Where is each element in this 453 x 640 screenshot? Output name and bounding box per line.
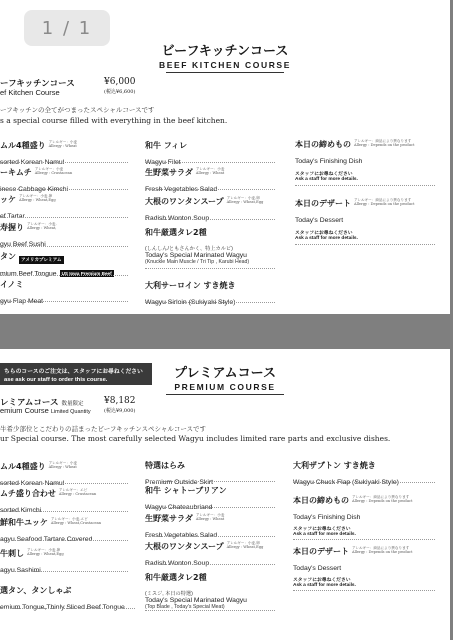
menu-item-jp: ムチ盛り合わせ: [0, 489, 56, 498]
staff-note-en: Ask a staff for more details.: [295, 236, 358, 241]
limited-qty-jp: 数量限定: [61, 401, 84, 407]
menu-item-en: agyu Seafood Tartare Covered: [0, 536, 93, 543]
course-name-jp: レミアムコース 数量限定: [0, 398, 84, 408]
menu-item-en: gyu Flap Meat: [0, 298, 44, 305]
allergy-note: アレルギー：商品により異なります Allergy : Depends on the product: [352, 546, 413, 554]
staff-note-jp: スタッフにお尋ねください: [293, 578, 351, 583]
menu-item: [295, 139, 415, 182]
dotted-divider: [0, 571, 128, 572]
menu-item-jp: 牛刺し: [0, 549, 24, 558]
menu-item-en: agyu Sashimi: [0, 567, 41, 574]
allergy-note: アレルギー：商品により異なります Allergy : Depends on the product: [354, 139, 415, 147]
menu-item-jp: 大根のワンタンスープ: [145, 542, 224, 551]
menu-item-en: Wagyu Sirloin (Sukiyaki Style): [145, 299, 236, 306]
menu-item-en: emium Tongue,Thinly Sliced Beef Tongue: [0, 604, 125, 611]
menu-item: [295, 198, 415, 241]
menu-item-en: Wagyu Filet: [145, 159, 181, 166]
menu-item-sub-en: (Top Blade , Today's Special Meat): [145, 604, 225, 610]
dotted-divider: [145, 507, 275, 508]
allergy-note: アレルギー：商品により異なります Allergy : Depends on the product: [352, 495, 413, 503]
menu-item-en: Today's Finishing Dish: [293, 514, 361, 521]
menu-item-jp: 本日の締めもの: [295, 140, 351, 149]
course-name-jp: ーフキッチンコース: [0, 79, 75, 89]
menu-item-en: Today's Special Marinated Wagyu: [145, 597, 247, 604]
course-title-en: PREMIUM COURSE: [174, 382, 276, 392]
menu-item-en: sorted Kimchi: [0, 507, 42, 514]
staff-note-jp: スタッフにお尋ねください: [295, 172, 353, 177]
course-name-en: emium Course Limited Quantity: [0, 406, 91, 415]
course-price-tax: (税込¥9,000): [104, 408, 136, 414]
menu-item-jp: タン: [0, 252, 16, 261]
course-name-en: ef Kitchen Course: [0, 88, 60, 97]
allergy-note: アレルギー：小麦,エビ Allergy : Wheat,Crustacean: [50, 517, 102, 525]
menu-item: [293, 546, 413, 588]
notice-jp: ちらのコースのご注文は、スタッフにお尋ねください: [4, 369, 143, 375]
allergy-note: アレルギー：小麦 Allergy : Wheat: [195, 167, 225, 175]
notice-en: ase ask our staff to order this course.: [4, 377, 108, 383]
menu-item-jp: 選タン、タンしゃぶ: [0, 586, 72, 595]
menu-item-jp: 寿握り: [0, 223, 24, 232]
dotted-divider: [0, 189, 128, 190]
allergy-note: アレルギー：小麦 Allergy : Wheat: [48, 140, 78, 148]
menu-item-en: inese Cabbage Kimchi: [0, 186, 69, 193]
menu-item-jp: ムル4種盛り: [0, 141, 46, 150]
menu-item-en: ef Tartar: [0, 213, 25, 220]
dotted-divider: [0, 162, 128, 163]
menu-item-sub-jp: (ミスジ, 本日の特選): [145, 591, 193, 597]
menu-item-en: Premium Outside Skirt: [145, 479, 213, 486]
dotted-divider: [145, 610, 275, 611]
menu-item-jp: ーキムチ: [0, 168, 32, 177]
menu-item-jp: ムル4種盛り: [0, 462, 46, 471]
menu-item-jp: 生野菜サラダ: [145, 168, 193, 177]
menu-item-jp: 本日のデザート: [295, 199, 351, 208]
menu-item-jp: 和牛 フィレ: [145, 141, 188, 150]
menu-item-en: Today's Dessert: [293, 565, 342, 572]
allergy-note: アレルギー：小麦,卵 Allergy : Wheat,Egg: [19, 194, 56, 202]
title-underline: [166, 72, 284, 73]
dotted-divider: [295, 244, 435, 245]
menu-item-jp: 大根のワンタンスープ: [145, 197, 224, 206]
allergy-note: アレルギー：小麦,卵 Allergy : Wheat,Egg: [226, 541, 264, 549]
menu-item-jp: イノミ: [0, 280, 24, 289]
menu-item-jp: ッケ: [0, 195, 16, 204]
menu-item: [0, 222, 57, 248]
course-description-jp: 牛希少部位とこだわりの詰まったビーフキッチンスペシャルコースです: [0, 425, 207, 433]
dotted-divider: [145, 536, 275, 537]
menu-item-en: sorted Korean Namul: [0, 480, 65, 487]
dotted-divider: [0, 301, 128, 302]
order-notice-banner: [0, 363, 152, 385]
menu-item-sub-en: (Knuckle Main Muscle / Tri Tip , Karubi Head): [145, 259, 250, 265]
menu-item-en: Fresh Vegetables Salad: [145, 186, 218, 193]
premium-badge-en: US Iowa Premium Beef: [61, 271, 112, 276]
dotted-divider: [293, 590, 435, 591]
dotted-divider: [293, 539, 435, 540]
menu-item-en: Wagyu Chateaubriand: [145, 504, 213, 511]
course-description-jp: ーフキッチンの全てがつまったスペシャルコースです: [0, 106, 155, 114]
dotted-divider: [145, 302, 275, 303]
menu-item-jp: 和牛厳選タレ2種: [145, 228, 207, 237]
menu-item-en: Fresh Vegetables Salad: [145, 532, 218, 539]
menu-item-jp: 和牛 シャトーブリアン: [145, 486, 227, 495]
allergy-note: アレルギー：小麦, Allergy : Wheat,: [27, 222, 57, 230]
menu-item-jp: 特選はらみ: [145, 461, 185, 470]
menu-item-en: sorted Korean Namul: [0, 159, 65, 166]
allergy-note: アレルギー：エビ Allergy : Crustacean: [58, 488, 97, 496]
menu-item-en: gyu Beef Sushi: [0, 241, 46, 248]
dotted-divider: [0, 275, 128, 276]
course-title-jp: プレミアムコース: [174, 366, 276, 381]
menu-item-en: Radish Wonton Soup: [145, 560, 210, 567]
menu-item-en: mium Beef Tongue US Iowa Premium Beef: [0, 270, 112, 278]
menu-item-sub-jp: (しんしん/ともさんかく、特上カルビ): [145, 246, 233, 252]
allergy-note: アレルギー：小麦,卵 Allergy : Wheat,Egg: [226, 196, 264, 204]
staff-note-en: Ask a staff for more details.: [295, 177, 358, 182]
menu-item-en: Today's Dessert: [295, 217, 344, 224]
course-price: ¥8,182: [104, 396, 136, 406]
allergy-note: アレルギー：小麦 Allergy : Wheat: [195, 513, 225, 521]
dotted-divider: [0, 511, 128, 512]
menu-item-jp: 鮮和牛ユッケ: [0, 518, 48, 527]
course-description-en: s a special course filled with everything in the beef kitchen.: [0, 116, 228, 125]
menu-page-premium: [0, 349, 450, 640]
dotted-divider: [295, 185, 435, 186]
course-title-block: [150, 362, 300, 395]
dotted-divider: [145, 162, 275, 163]
course-description-en: ur Special course. The most carefully selected Wagyu includes limited rare parts and exclusive dishes.: [0, 434, 391, 443]
menu-item-en: Wagyu Chuck Flap (Sukiyaki Style): [293, 479, 399, 486]
premium-badge-jp: アメリカプレミアム: [21, 256, 62, 262]
menu-item-jp: 和牛厳選タレ2種: [145, 573, 207, 582]
allergy-note: アレルギー：小麦 Allergy : Crustacean: [34, 167, 73, 175]
menu-item-en: Today's Finishing Dish: [295, 158, 363, 165]
course-price: ¥6,000: [104, 77, 136, 87]
menu-item: [145, 227, 249, 265]
title-underline: [166, 394, 284, 395]
menu-item-jp: 本日のデザート: [293, 547, 349, 556]
allergy-note: アレルギー：小麦,卵 Allergy : Wheat,Egg: [27, 548, 64, 556]
limited-qty-en: Limited Quantity: [50, 409, 91, 415]
menu-item-jp: 生野菜サラダ: [145, 514, 193, 523]
menu-page-beef-kitchen: [0, 0, 450, 314]
menu-item-jp: 大利ザブトン すき焼き: [293, 461, 376, 470]
menu-item: [145, 460, 213, 486]
page-number-indicator: 1 / 1: [24, 10, 110, 46]
course-price-tax: (税込¥6,600): [104, 89, 136, 95]
allergy-note: アレルギー：小麦 Allergy : Wheat: [48, 461, 78, 469]
dotted-divider: [145, 219, 275, 220]
allergy-note: アレルギー：商品により異なります Allergy : Depends on the product: [354, 198, 415, 206]
menu-item: [0, 251, 114, 277]
staff-note-jp: スタッフにお尋ねください: [293, 527, 351, 532]
staff-note-en: Ask a staff for more details.: [293, 583, 356, 588]
dotted-divider: [0, 483, 128, 484]
dotted-divider: [145, 189, 275, 190]
dotted-divider: [145, 481, 275, 482]
course-title-jp: ビーフキッチンコース: [161, 44, 289, 59]
dotted-divider: [0, 246, 128, 247]
dotted-divider: [0, 540, 128, 541]
dotted-divider: [0, 217, 128, 218]
menu-item-jp: 大利サーロイン すき焼き: [145, 281, 236, 290]
staff-note-en: Ask a staff for more details.: [293, 532, 356, 537]
menu-item-jp: 本日の締めもの: [293, 496, 349, 505]
menu-item-en: Radish Wonton Soup: [145, 215, 210, 222]
dotted-divider: [293, 482, 435, 483]
course-title-en: BEEF KITCHEN COURSE: [159, 60, 291, 70]
menu-item: [145, 572, 247, 610]
dotted-divider: [0, 608, 135, 609]
dotted-divider: [145, 268, 275, 269]
menu-item-en: Today's Special Marinated Wagyu: [145, 252, 247, 259]
menu-item: [293, 495, 413, 537]
staff-note-jp: スタッフにお尋ねください: [295, 231, 353, 236]
dotted-divider: [145, 564, 275, 565]
